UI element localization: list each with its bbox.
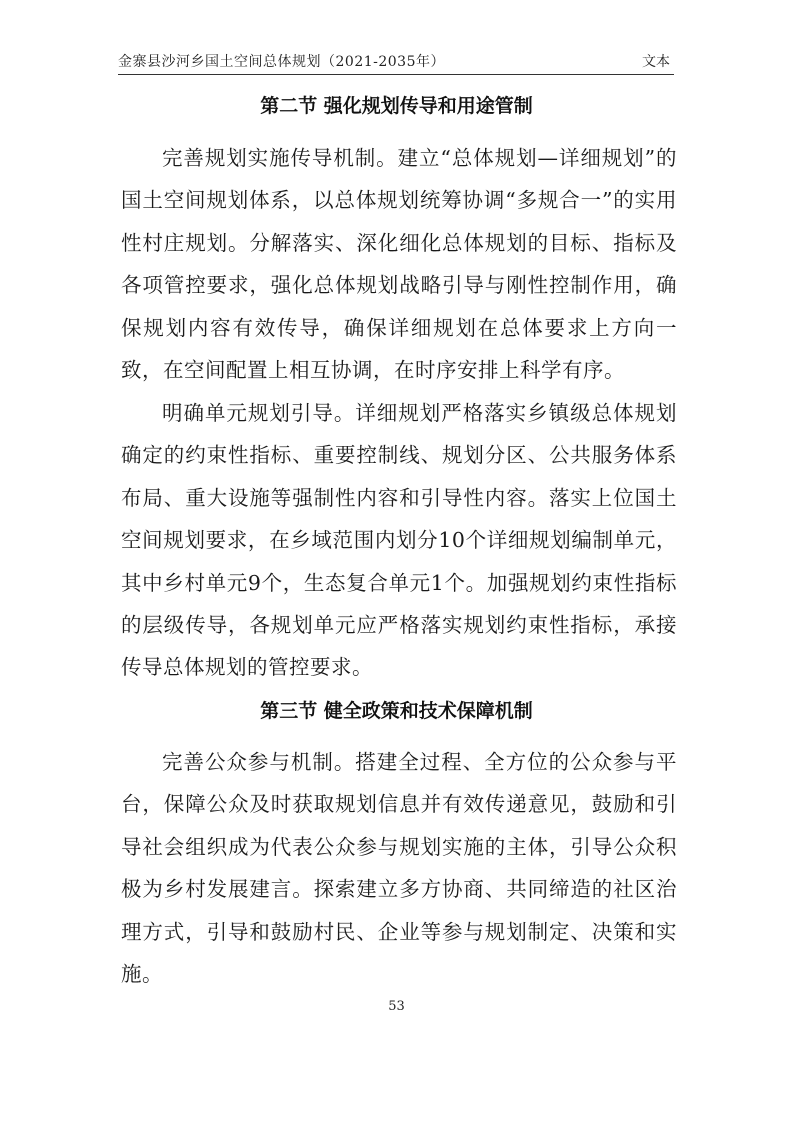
- section-heading-2: 第二节 强化规划传导和用途管制: [260, 95, 533, 117]
- section-heading-3: 第三节 健全政策和技术保障机制: [260, 700, 533, 722]
- page-number: 53: [388, 999, 405, 1014]
- page-header: [118, 52, 674, 75]
- paragraph-implementation-mechanism: 完善规划实施传导机制。建立“总体规划—详细规划”的国土空间规划体系，以总体规划统筹协调“多规合一”的实用性村庄规划。分解落实、深化细化总体规划的目标、指标及各项管控要求，强化总体规划战略引导与刚性控制作用，确保规划内容有效传导，确保详细规划在总体要求上方向一致，在空间配置上相互协调，在时序安排上科学有序。: [121, 146, 677, 383]
- document-type-label: 文本: [642, 54, 670, 70]
- document-title: 金寨县沙河乡国土空间总体规划（2021-2035年）: [118, 54, 445, 70]
- paragraph-unit-planning-guidance: 明确单元规划引导。详细规划严格落实乡镇级总体规划确定的约束性指标、重要控制线、规划分区、公共服务体系布局、重大设施等强制性内容和引导性内容。落实上位国土空间规划要求，在乡域范围内划分10个详细规划编制单元，其中乡村单元9个，生态复合单元1个。加强规划约束性指标的层级传导，各规划单元应严格落实规划约束性指标，承接传导总体规划的管控要求。: [121, 401, 677, 680]
- paragraph-public-participation: 完善公众参与机制。搭建全过程、全方位的公众参与平台，保障公众及时获取规划信息并有效传递意见，鼓励和引导社会组织成为代表公众参与规划实施的主体，引导公众积极为乡村发展建言。探索建立多方协商、共同缔造的社区治理方式，引导和鼓励村民、企业等参与规划制定、决策和实施。: [121, 750, 677, 987]
